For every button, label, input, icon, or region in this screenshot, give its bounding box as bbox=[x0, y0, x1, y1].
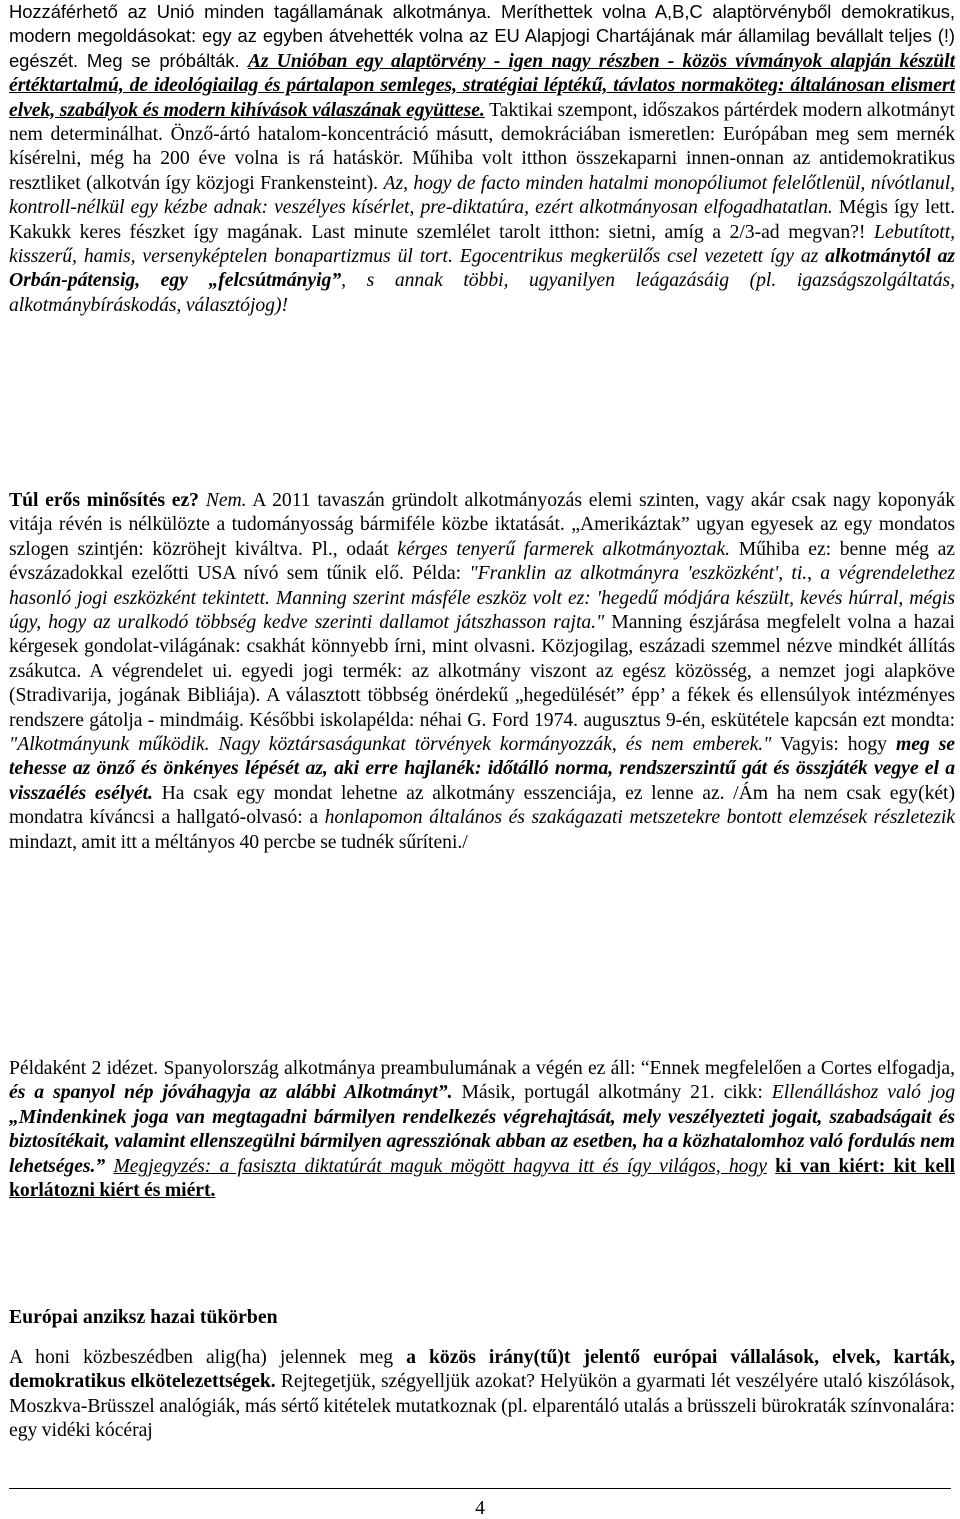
bold-italic-run: alkotmánytól az Orbán-pátensig, egy „felcsútmányig” bbox=[9, 245, 955, 292]
italic-run: Egocentrikus megkerülős csel vezetett így az bbox=[459, 245, 819, 268]
quote-franklin: "Franklin az alkotmányra 'eszközként', ti., a végrendelethez hasonló jogi eszközként tekintett. Manning szerint másféle eszköz volt ez: 'hegedű módjára készült, kevés húrral, mégis úgy, hogy az uralkodó többség kedve szerinti dallamot játszhasson rajta." bbox=[9, 562, 955, 634]
note-run: Megjegyzés: a fasiszta diktatúrát maguk mögött hagyva itt és így világos, hogy bbox=[113, 1154, 767, 1177]
text-run: Másik, portugál alkotmány 21. cikk: bbox=[461, 1081, 763, 1104]
page-number: 4 bbox=[475, 1497, 485, 1519]
text-run: Műhiba ez: benne még az évszázadokkal ezelőtti USA nívó sem tűnik elő. Példa: bbox=[9, 537, 955, 585]
italic-run: Nem. bbox=[205, 489, 247, 511]
quote-portugal: „Mindenkinek joga van megtagadni bármilyen rendelkezés végrehajtását, mely veszélyezteti jogait, szabadságait és biztosítékait, valamint ellenszegülni bármilyen agressziónak abban az esetben, ha a közhatalomhoz való fordulás nem lehetséges.” bbox=[9, 1105, 955, 1177]
bold-underline-run: ki van kiért: kit kell korlátozni kiért és miért. bbox=[9, 1154, 955, 1202]
text-run: mindazt, amit itt a méltányos 40 percbe se tudnék sűríteni./ bbox=[9, 830, 468, 853]
bold-run: Túl erős minősítés ez? bbox=[9, 489, 199, 511]
bold-italic-run: és a spanyol nép jóváhagyja az alábbi Alkotmányt”. bbox=[9, 1081, 453, 1104]
emphasis-run: Az Unióban egy alaptörvény - igen nagy részben - közös vívmányok alapján készült értéktartalmú, de ideológiailag és pártalapon semleges, stratégiai léptékű, távlatos normaköteg: általánosan elismert elvek, szabályok és modern kihívások válaszának együttese. bbox=[9, 49, 955, 121]
paragraph-eu-constitutions bbox=[9, 0, 955, 317]
italic-run: Lebutított, kisszerű, hamis, versenyképtelen bonapartizmus ül tort. bbox=[9, 220, 955, 268]
text-run: A 2011 tavaszán gründolt alkotmányozás elemi szinten, vagy akár csak nagy koponyák vitája révén is nélkülözte a tudományosság bármiféle közbe iktatását. „Amerikáztak” ugyan egyesek az egy mondatos szlogen szintjén: közröhejt kiváltva. Pl., odaát bbox=[9, 489, 955, 560]
text-run: Vagyis: hogy bbox=[780, 733, 887, 756]
text-run: Mégis így lett. Kakukk keres fészket így magának. Last minute szemlélet tarolt itthon: sietni, amíg a 2/3-ad megvan?! bbox=[9, 196, 955, 243]
text-run: Taktikai szempont, időszakos pártérdek modern alkotmányt nem determinálhat. Önző-ártó hatalom-koncentráció másutt, demokráciában ismeretlen: Európában meg sem mernék kísérelni, még ha 200 éve volna is rá hatáskör. Műhiba volt itthon összekaparni innen-onnan az antidemokratikus resztliket (alkotván így közjogi Frankensteint). bbox=[9, 98, 955, 194]
text-run: Rejtegetjük, szégyelljük azokat? Helyükön a gyarmati lét veszélyére utaló kiszólások, Moszkva-Brüsszel analógiák, más sértő kitételek mutatkoznak (pl. elparentáló utalás a brüsszeli bürokraták színvonalára: egy vidéki kócéraj bbox=[9, 1370, 955, 1442]
italic-run: Az, hogy de facto minden hatalmi monopóliumot felelőtlenül, nívótlanul, kontroll-nélkül egy kézbe adnak: veszélyes kísérlet, pre-diktatúra, ezért alkotmányosan elfogadhatatlan. bbox=[9, 171, 955, 219]
italic-run: honlapomon általános és szakágazati metszetekre bontott elemzések részletezik bbox=[324, 806, 955, 829]
text-run: Példaként 2 idézet. Spanyolország alkotmánya preambulumának a végén ez áll: “Ennek megfelelően a Cortes elfogadja, bbox=[9, 1057, 955, 1079]
paragraph-examples bbox=[9, 1056, 955, 1202]
bold-run: a közös irány(tű)t jelentő európai vállalások, elvek, karták, demokratikus elkötelezettségek. bbox=[9, 1346, 956, 1393]
text-run: Ha csak egy mondat lehetne az alkotmány esszenciája, ez lenne az. /Ám ha nem csak egy(két) mondatra kíváncsi a hallgató-olvasó: a bbox=[9, 781, 955, 829]
italic-run: kérges tenyerű farmerek alkotmányoztak. bbox=[397, 537, 731, 560]
paragraph-european-commitments bbox=[9, 1345, 955, 1443]
text-run: A honi közbeszédben alig(ha) jelennek meg bbox=[9, 1346, 394, 1368]
paragraph-too-strong bbox=[9, 488, 955, 854]
italic-run: Ellenálláshoz való jog bbox=[771, 1081, 955, 1104]
text-run: Manning észjárása megfelelt volna a hazai kérgesek gondolat-világának: csakhát könnyebb írni, mint olvasni. Közjogilag, eszázadi szemmel nézve mindkét állítás zsákutca. A végrendelet ui. egyedi jogi termék: az alkotmány viszont az egész közösség, a nemzet jogi alapköve (Stradivarija, jogának Bibliája). A választott többség önérdekű „hegedülését” épp’ a fékek és ellensúlyok intézményes rendszere gátolja - mindmáig. Későbbi iskolapélda: néhai G. Ford 1974. augusztus 9-én, eskütétele kapcsán ezt mondta: bbox=[9, 611, 955, 731]
italic-run: , s annak többi, ugyanilyen leágazásáig (pl. igazságszolgáltatás, alkotmánybíráskodás, választójog)! bbox=[9, 269, 955, 316]
quote-ford: "Alkotmányunk működik. Nagy köztársaságunkat törvények kormányozzák, és nem emberek." bbox=[9, 733, 772, 756]
text-run: Hozzáférhető az Unió minden tagállamának alkotmánya. Meríthettek volna A,B,C alaptörvényből demokratikus, modern megoldásokat: egy az egyben átvehették volna az EU Alapjogi Chartájának már államilag bevállalt teljes (!) egészét. Meg se próbálták. bbox=[9, 1, 955, 71]
footer-rule bbox=[9, 1488, 951, 1489]
bold-italic-run: meg se tehesse az önző és önkényes lépését az, aki erre hajlanék: időtálló norma, rendszerszintű gát és összjáték vegye el a visszaélés esélyét. bbox=[9, 733, 955, 804]
section-heading: Európai anziksz hazai tükörben bbox=[9, 1306, 278, 1328]
